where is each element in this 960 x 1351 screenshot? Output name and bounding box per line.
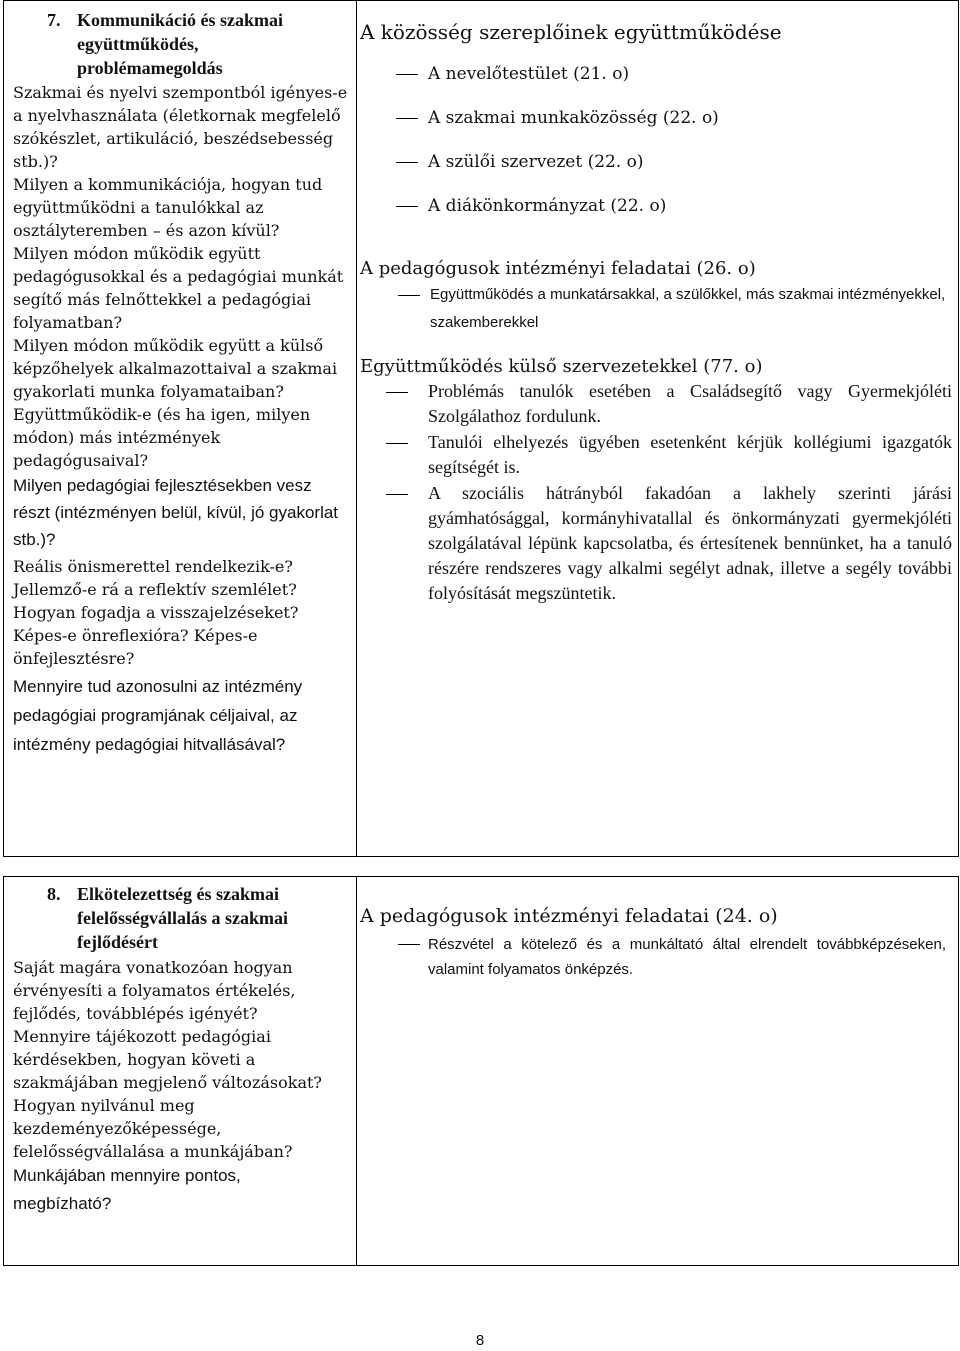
section7-question: Képes-e önreflexióra? Képes-e önfejlesztésre?: [13, 626, 258, 668]
section8-cell: [8, 880, 352, 1220]
table1-mid-border: [356, 0, 357, 857]
section8-question: Hogyan nyilvánul meg kezdeményezőképessége, felelősségvállalása a munkájában?: [13, 1096, 293, 1161]
list-item-text: A szülői szervezet (22. o): [428, 152, 644, 172]
page-number: 8: [475, 1332, 485, 1349]
cooperation-cell: [360, 18, 952, 606]
section8-question: Saját magára vonatkozóan hogyan érvényesíti a folyamatos értékelés, fejlődés, továbblépés igényét?: [13, 958, 296, 1023]
section7-question: Jellemző-e rá a reflektív szemlélet?: [13, 580, 297, 599]
section7-title-line1: Kommunikáció és szakmai: [77, 10, 284, 30]
list-item-text: Együttműködés a munkatársakkal, a szülőkkel, más szakmai intézményekkel, szakemberekkel: [430, 286, 946, 331]
section8-questions: [13, 956, 348, 1163]
community-list: [360, 52, 952, 228]
list-item: [360, 932, 952, 982]
section8-question: Mennyire tájékozott pedagógiai kérdésekben, hogyan követi a szakmájában megjelenő változásokat?: [13, 1027, 322, 1092]
table2-bottom-border: [3, 1265, 959, 1266]
section7-question: Reális önismerettel rendelkezik-e?: [13, 557, 293, 576]
external-list: [360, 379, 952, 606]
list-item: [360, 379, 952, 429]
section8-heading: [13, 882, 348, 954]
list-item-text: A nevelőtestület (21. o): [428, 64, 630, 84]
section7-cell: [8, 4, 352, 850]
dash-bullet: [396, 74, 418, 75]
duties-heading: A pedagógusok intézményi feladatai (26. o): [360, 258, 756, 279]
section8-question-sans: megbízható?: [13, 1194, 112, 1213]
section7-question: Milyen módon működik együtt a külső képzőhelyek alkalmazottaival a szakmai gyakorlati munka folyamataiban?: [13, 336, 338, 401]
table2-mid-border: [356, 876, 357, 1266]
section7-question: Milyen módon működik együtt pedagógusokkal és a pedagógiai munkát segítő más felnőttekkel a pedagógiai folyamatban?: [13, 244, 344, 332]
list-item-text: Tanulói elhelyezés ügyében esetenként kérjük kollégiumi igazgatók segítségét is.: [428, 432, 952, 477]
table1-right-border: [958, 0, 959, 857]
list-item: [360, 184, 952, 228]
list-item-text: A szakmai munkaközösség (22. o): [428, 108, 719, 128]
section8-title-line2: felelősségvállalás a szakmai: [77, 908, 288, 928]
table2-left-border: [3, 876, 4, 1266]
section7-questions: [13, 81, 348, 472]
section7-heading: [13, 8, 348, 80]
dash-bullet: [386, 392, 408, 393]
table1-top-border: [3, 0, 959, 1]
training-cell: [360, 902, 952, 982]
table2-top-border: [3, 876, 959, 877]
section8-title-line1: Elkötelezettség és szakmai: [77, 884, 279, 904]
table1-left-border: [3, 0, 4, 857]
list-item-text: Részvétel a kötelező és a munkáltató által elrendelt továbbképzéseken, valamint folyamatos önképzés.: [428, 936, 946, 978]
list-item: [360, 430, 952, 480]
list-item: [360, 481, 952, 606]
community-heading: A közösség szereplőinek együttműködése: [360, 20, 782, 44]
dash-bullet: [396, 118, 418, 119]
list-item-text: Problémás tanulók esetében a Családsegítő vagy Gyermekjóléti Szolgálathoz fordulunk.: [428, 381, 952, 426]
dash-bullet: [396, 162, 418, 163]
section8-number: 8.: [47, 884, 61, 904]
list-item: [360, 52, 952, 96]
section7-question: Szakmai és nyelvi szempontból igényes-e a nyelvhasználata (életkornak megfelelő szókészlet, artikuláció, beszédsebesség stb.)?: [13, 83, 348, 171]
section8-title-line3: fejlődésért: [77, 932, 158, 952]
section7-question-sans: Mennyire tud azonosulni az intézmény pedagógiai programjának céljaival, az intézmény pedagógiai hitvallásával?: [13, 677, 303, 754]
section7-question: Hogyan fogadja a visszajelzéseket?: [13, 603, 299, 622]
section7-title-line3: problémamegoldás: [77, 58, 223, 78]
list-item-text: A szociális hátrányból fakadóan a lakhely szerinti járási gyámhatósággal, kormányhivatallal és önkormányzati gyermekjóléti szolgálatával lépünk kapcsolatba, és értesítenek bennünket, ha a tanuló részére rendszeres vagy alkalmi segélyt adnak, illetve a segély további folyósítását megszüntetik.: [428, 483, 952, 603]
section7-number: 7.: [47, 10, 61, 30]
dash-bullet: [398, 944, 420, 945]
list-item: [360, 140, 952, 184]
table1-bottom-border: [3, 856, 959, 857]
section7-question: Milyen a kommunikációja, hogyan tud együttműködni a tanulókkal az osztályteremben – és azon kívül?: [13, 175, 323, 240]
training-heading: A pedagógusok intézményi feladatai (24. o): [360, 905, 778, 927]
dash-bullet: [398, 295, 420, 296]
section7-question: Együttműködik-e (és ha igen, milyen módon) más intézmények pedagógusaival?: [13, 405, 311, 470]
dash-bullet: [396, 206, 418, 207]
section7-title-line2: együttműködés,: [77, 34, 199, 54]
dash-bullet: [386, 443, 408, 444]
external-heading: Együttműködés külső szervezetekkel (77. o): [360, 356, 763, 377]
section7-question-sans: Milyen pedagógiai fejlesztésekben vesz részt (intézményen belül, kívül, jó gyakorlat stb.)?: [13, 476, 339, 549]
dash-bullet: [386, 494, 408, 495]
table2-right-border: [958, 876, 959, 1266]
section7-questions-2: [13, 555, 348, 670]
list-item: [360, 96, 952, 140]
list-item-text: A diákönkormányzat (22. o): [428, 196, 667, 216]
section8-question-sans: Munkájában mennyire pontos,: [13, 1166, 241, 1185]
list-item: [360, 281, 952, 337]
